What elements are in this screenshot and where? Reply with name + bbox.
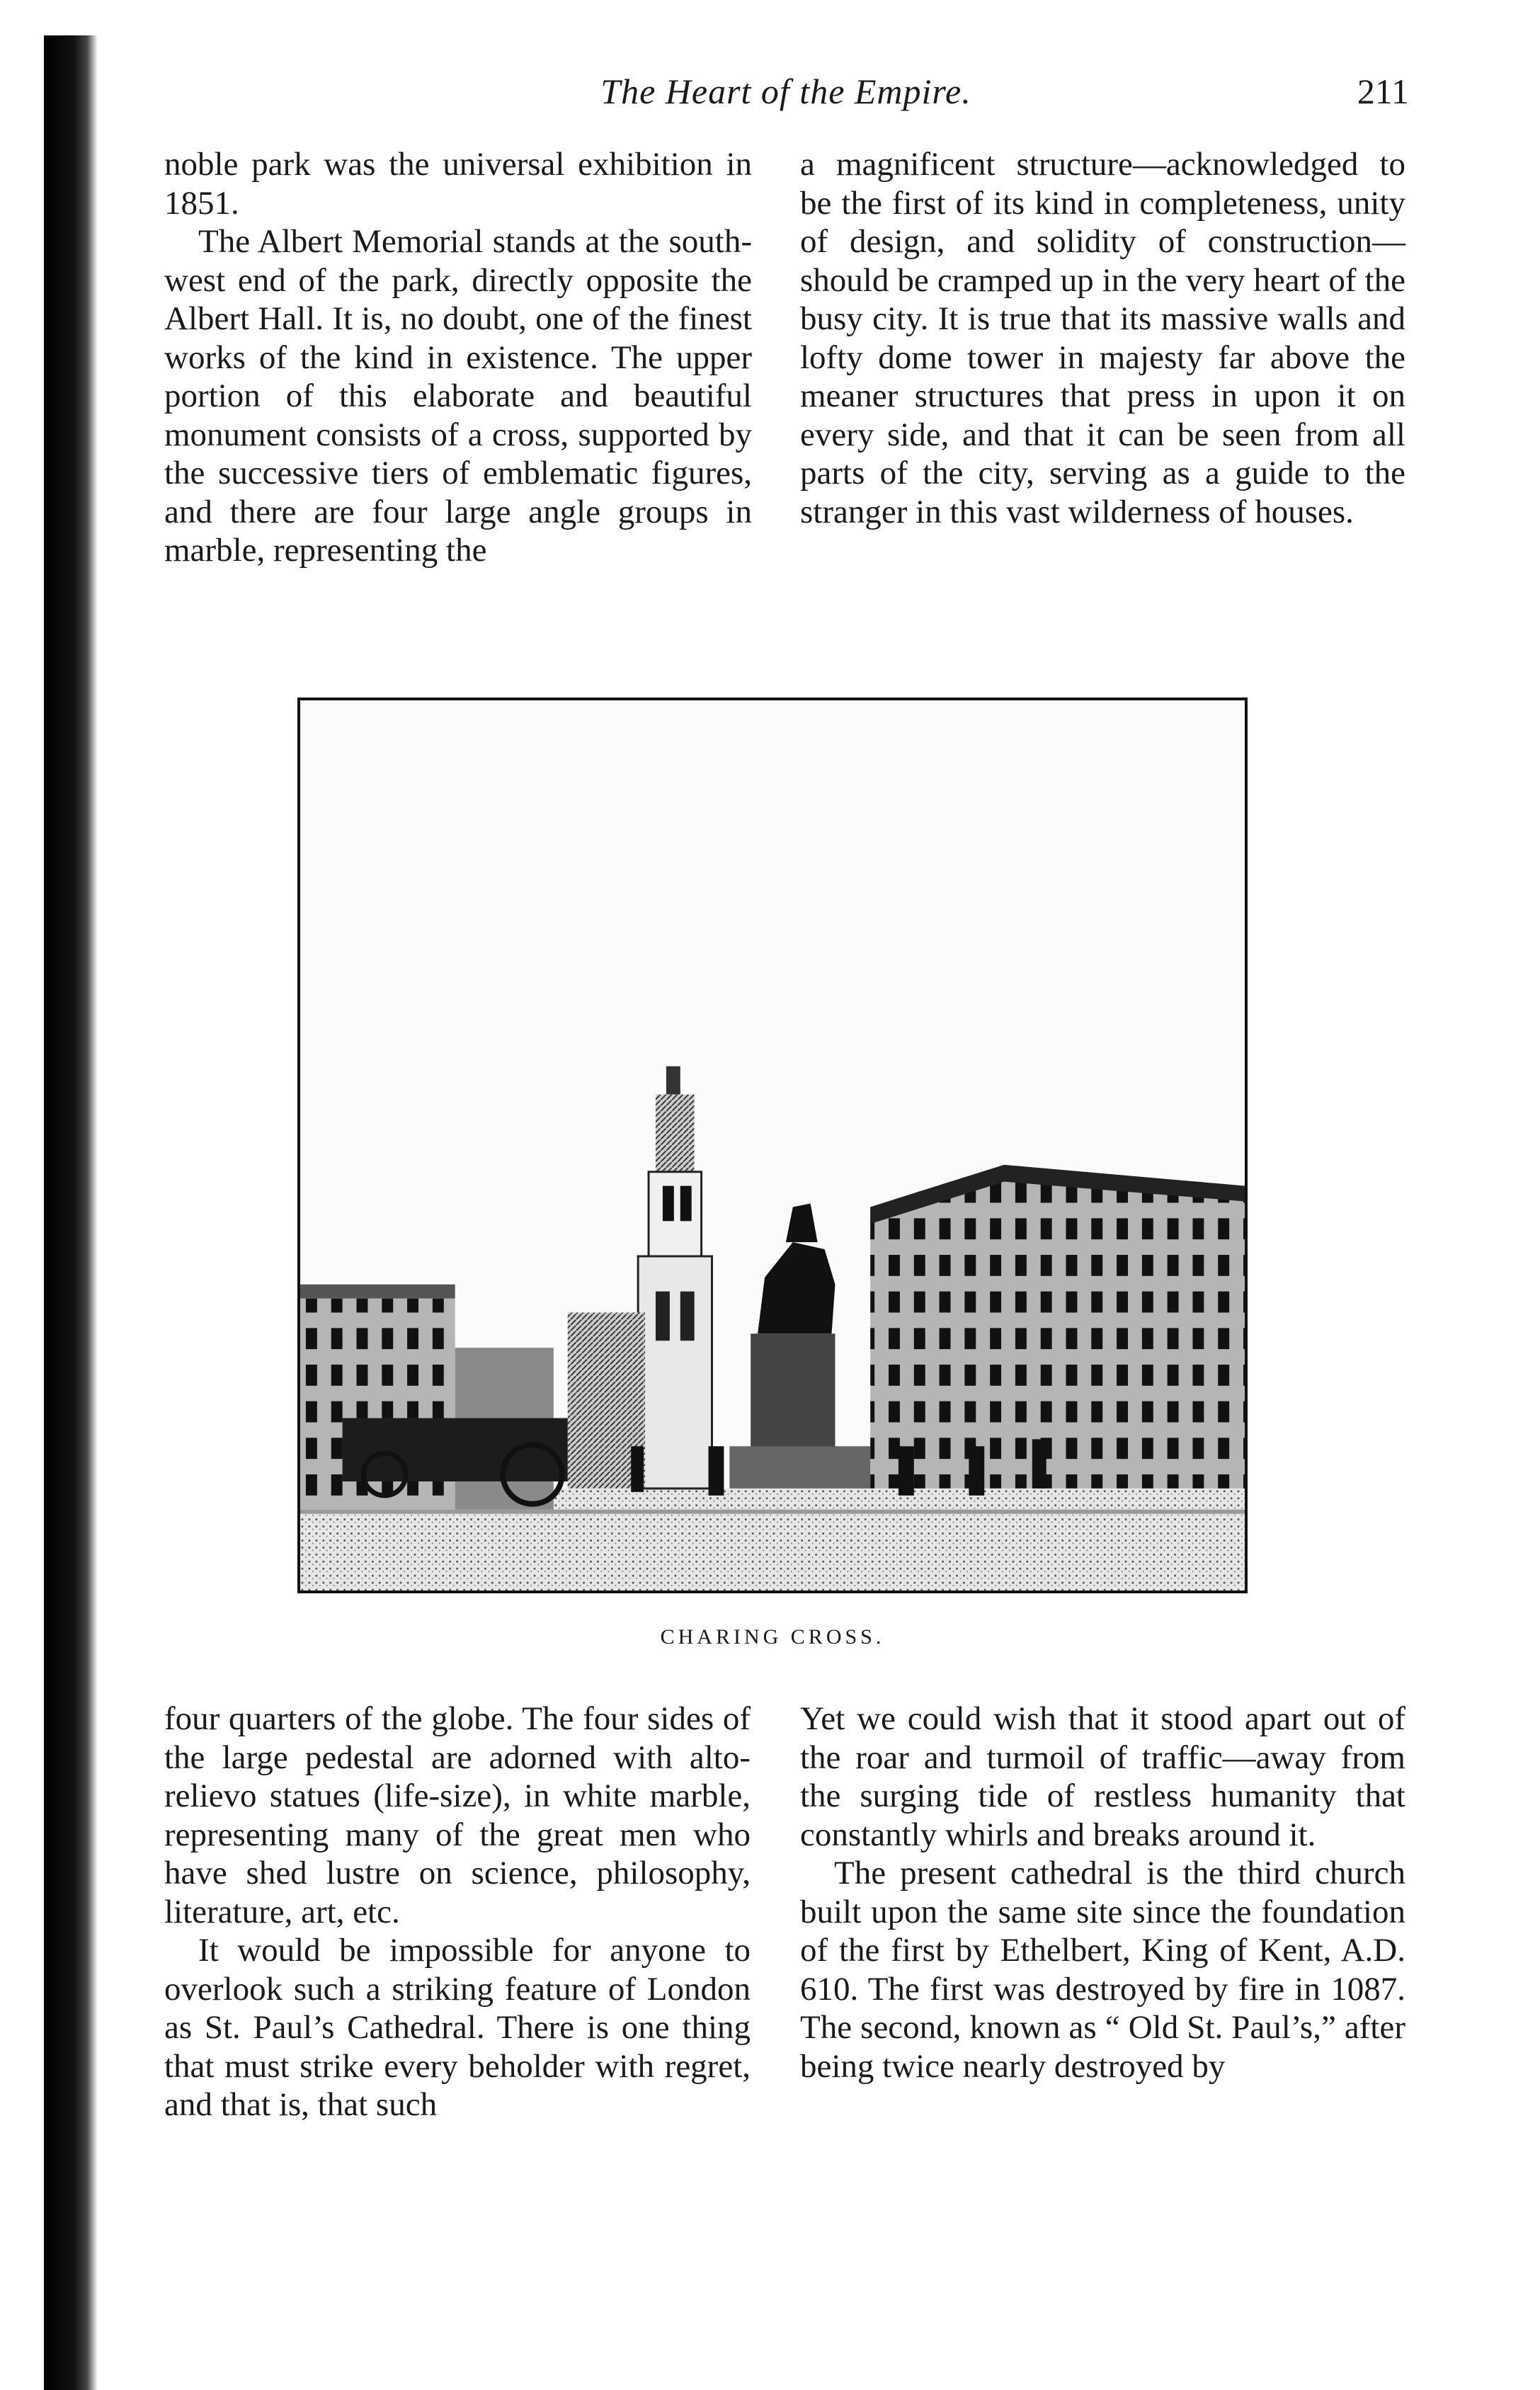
text-column-bottom-left	[164, 1700, 751, 2124]
paragraph: The Albert Memorial stands at the south-west end of the park, directly opposite the Albert Hall. It is, no doubt, one of the finest works of the kind in existence. The upper portion of this elaborate and beautiful monument consists of a cross, supported by the successive tiers of emblematic figures, and there are four large angle groups in marble, representing the	[164, 223, 752, 569]
running-title: The Heart of the Empire.	[600, 72, 971, 111]
book-spine-shadow	[44, 35, 98, 2390]
text-column-bottom-right	[800, 1700, 1405, 2085]
paragraph: a magnificent structure—acknowledged to be the first of its kind in completeness, unity of design, and solidity of construction—should be cramped up in the very heart of the busy city. It is true that its massive walls and lofty dome tower in majesty far above the meaner structures that press in upon it on every side, and that it can be seen from all parts of the city, serving as a guide to the stranger in this vast wilderness of houses.	[800, 146, 1405, 530]
page-header	[163, 71, 1409, 120]
paragraph: four quarters of the globe. The four sides of the large pedestal are adorned with alto-relievo statues (life-size), in white marble, representing many of the great men who have shed lustre on science, philosophy, literature, art, etc.	[164, 1700, 751, 1930]
paragraph: It would be impossible for anyone to overlook such a striking feature of London as St. Paul’s Cathedral. There is one thing that must strike every beholder with regret, and that is, that such	[164, 1932, 751, 2123]
paragraph: Yet we could wish that it stood apart out of the roar and turmoil of traffic—away from the surging tide of restless humanity that constantly whirls and breaks around it.	[800, 1700, 1405, 1853]
paragraph: The present cathedral is the third church built upon the same site since the foundation of the first by Ethelbert, King of Kent, A.D. 610. The first was destroyed by fire in 1087. The second, known as “ Old St. Paul’s,” after being twice nearly destroyed by	[800, 1855, 1405, 2085]
page-number: 211	[1357, 72, 1409, 111]
grand-building	[870, 1165, 1245, 1489]
figure-caption: CHARING CROSS.	[660, 1625, 885, 1649]
text-column-top-right	[800, 145, 1405, 531]
paragraph: noble park was the universal exhibition in 1851.	[164, 146, 752, 222]
illustration-charing-cross	[297, 698, 1248, 1593]
text-column-top-left	[164, 145, 752, 570]
engraving-image	[300, 700, 1245, 1591]
